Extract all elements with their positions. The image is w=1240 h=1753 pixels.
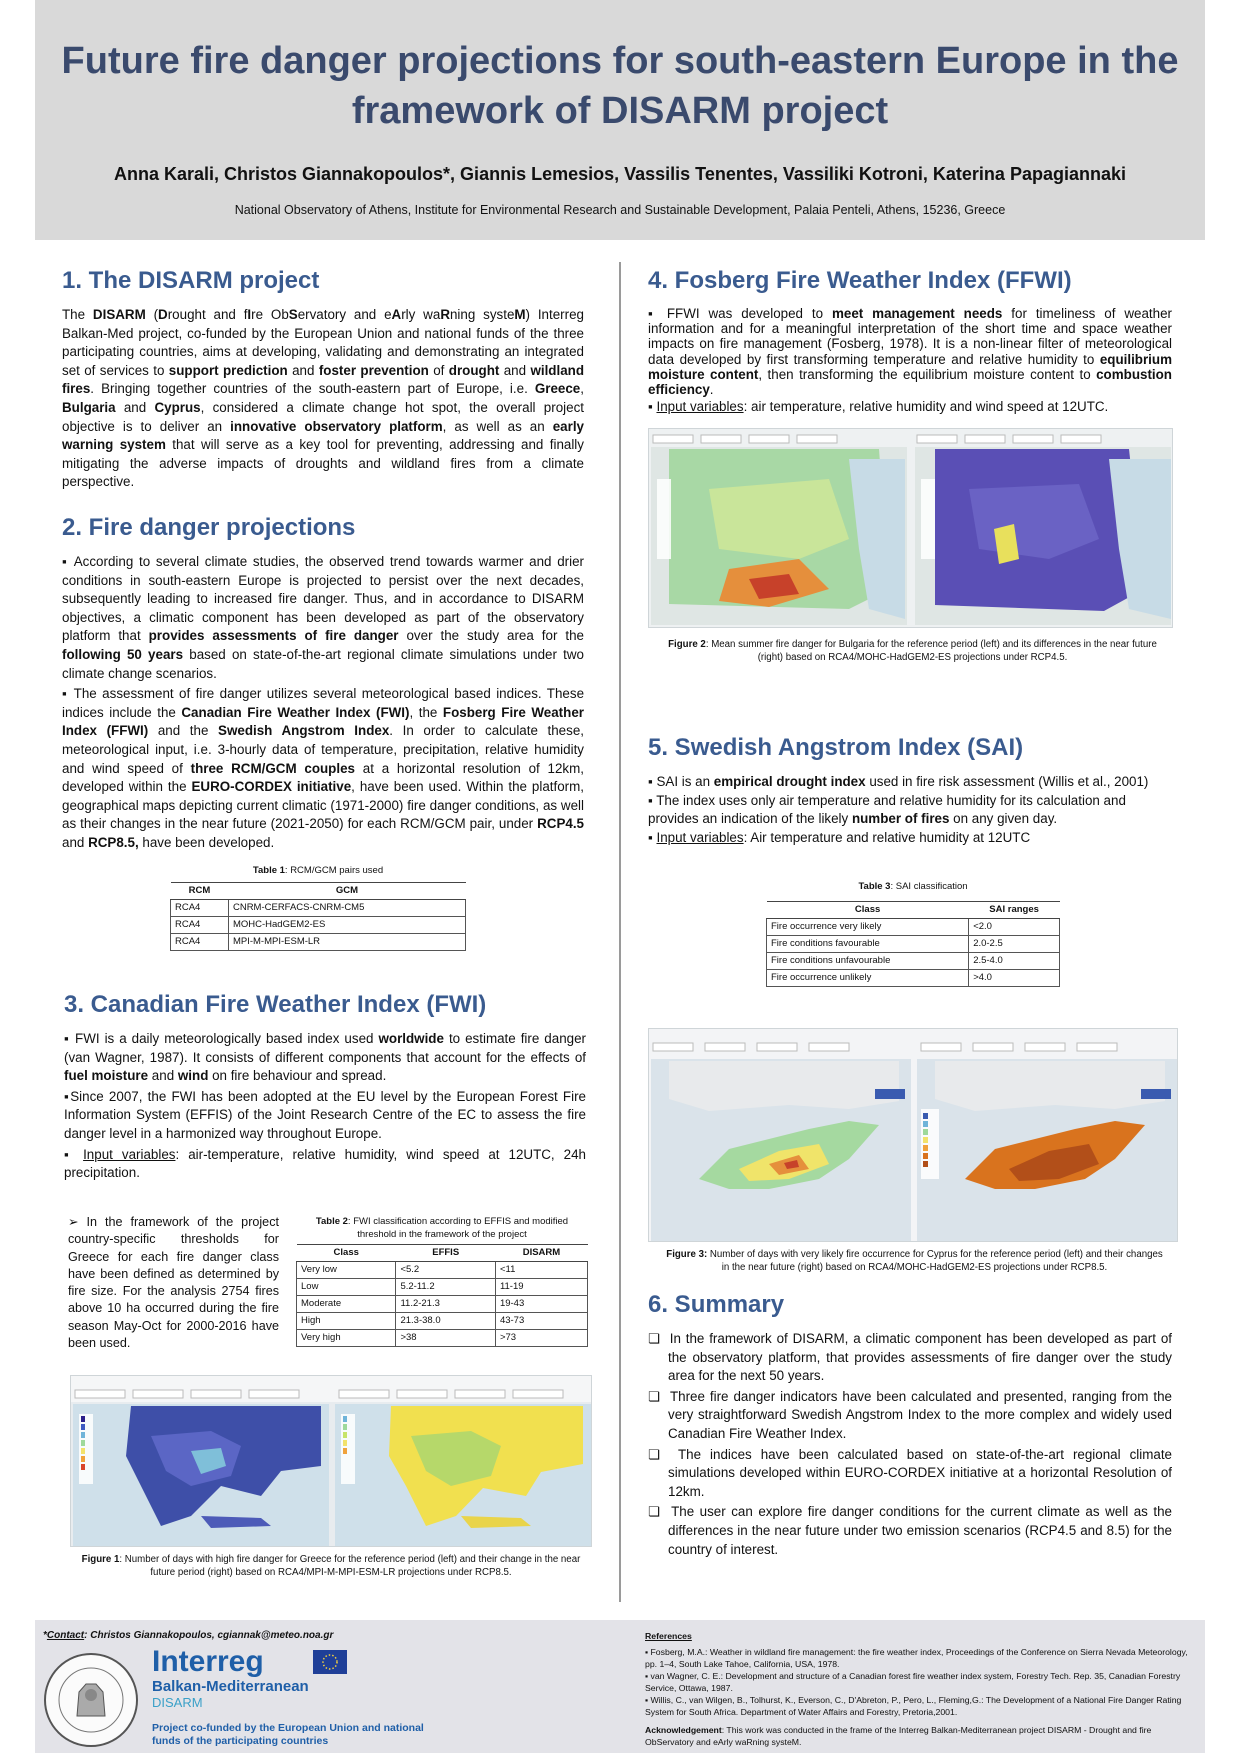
bullet-item: ▪ SAI is an empirical drought index used in fire risk assessment (Willis et al., 2001) [648, 773, 1172, 792]
bullet-item: ▪ FFWI was developed to meet management needs for timeliness of weather information and for a meaningful interpretation of the short time and space weather impacts on fire management (Fosberg, 1978). It is a non-linear filter of meteorological data developed by first transforming temperature and relative humidity to equilibrium moisture content, then transforming the equilibrium moisture content to combustion efficiency. [648, 306, 1172, 397]
bullet-item: ▪ Input variables: Air temperature and relative humidity at 12UTC [648, 829, 1172, 848]
table-caption: Table 2: FWI classification according to EFFIS and modified threshold in the framework of the project [315, 1216, 569, 1240]
table-row: Very low <5.2 <11 [297, 1262, 588, 1279]
section-title: 3. Canadian Fire Weather Index (FWI) [64, 991, 487, 1018]
figure-3-maps [648, 1028, 1178, 1242]
checkbox-icon: ❏ [648, 1331, 670, 1346]
table-row: Fire conditions unfavourable 2.5-4.0 [767, 953, 1060, 970]
summary-item: ❏ In the framework of DISARM, a climatic component has been developed as part of the observatory platform, that provides assessments of fire danger over the study area for the next 50 years. [648, 1331, 1172, 1384]
section-title: 5. Swedish Angstrom Index (SAI) [648, 734, 1024, 761]
section-title: 4. Fosberg Fire Weather Index (FFWI) [648, 267, 1072, 294]
bullet-item: ▪ According to several climate studies, the observed trend towards warmer and drier conditions in south-eastern Europe is projected to persist over the next decades, subsequently leading to increased fire danger. Thus, and in accordance to DISARM objectives, a climatic component has been developed as part of the observatory platform that provides assessments of fire danger over the study area for the following 50 years based on state-of-the-art regional climate simulations under two climate change scenarios. [62, 553, 584, 683]
interreg-logo: Interreg Balkan-Mediterranean DISARM [152, 1645, 309, 1710]
contact-line: *Contact: Christos Giannakopoulos, cgiannak@meteo.noa.gr [43, 1630, 334, 1641]
figure-1-maps [70, 1375, 592, 1547]
summary-item: ❏ The indices have been calculated based on state-of-the-art regional climate simulations developed within EURO-CORDEX initiative at a horizontal Resolution of 12km. [648, 1446, 1172, 1499]
section-6 [648, 1290, 1172, 1559]
figure-1-caption: Figure 1: Number of days with high fire danger for Greece for the reference period (left) and their change in the near future period (right) based on RCA4/MPI-M-MPI-ESM-LR projections under RCP8.5. [81, 1554, 581, 1578]
bullet-item: ▪ Input variables: air-temperature, relative humidity, wind speed at 12UTC, 24h precipitation. [64, 1146, 586, 1183]
checkbox-icon: ❏ [648, 1446, 678, 1462]
table-row: RCA4 CNRM-CERFACS-CNRM-CM5 [171, 900, 466, 917]
table-row: High 21.3-38.0 43-73 [297, 1313, 588, 1330]
eu-flag-icon [313, 1650, 347, 1674]
section-1 [62, 266, 584, 492]
cofunded-note: Project co-funded by the European Union and national funds of the participating countries [152, 1722, 424, 1747]
table-3 [766, 880, 1060, 987]
bullet-item: ▪ The index uses only air temperature and relative humidity for its calculation and provides an indication of the likely number of fires on any given day. [648, 792, 1172, 829]
section-4 [648, 266, 1172, 414]
poster-header [35, 0, 1205, 240]
table-caption: Table 1: RCM/GCM pairs used [252, 865, 384, 876]
acknowledgement: Acknowledgement: This work was conducted in the frame of the Interreg Balkan-Mediterranean project DISARM - Drought and fire ObServatory and eArly waRning systeM. [645, 1725, 1152, 1747]
figure-3-caption: Figure 3: Number of days with very likely fire occurrence for Cyprus for the reference period (left) and their changes in the near future (right) based on RCA4/MOHC-HadGEM2-ES projections under RCP8.5. [666, 1249, 1163, 1273]
table-row: Low 5.2-11.2 11-19 [297, 1279, 588, 1296]
section-3 [64, 990, 586, 1183]
affiliation: National Observatory of Athens, Institute for Environmental Research and Sustainable Development, Palaia Penteli, Athens, 15236, Greece [234, 203, 1006, 217]
figure-2-maps [648, 428, 1173, 628]
section-title: 2. Fire danger projections [62, 514, 356, 541]
checkbox-icon: ❏ [648, 1388, 670, 1404]
summary-item: ❏ Three fire danger indicators have been calculated and presented, ranging from the very straightforward Swedish Angstrom Index to the more complex and widely used Canadian Fire Weather Index. [648, 1388, 1172, 1441]
bullet-item: ▪ The assessment of fire danger utilizes several meteorological based indices. These indices include the Canadian Fire Weather Index (FWI), the Fosberg Fire Weather Index (FFWI) and the Swedish Angstrom Index. In order to calculate these, meteorological input, i.e. 3-hourly data of temperature, precipitation, relative humidity and wind speed of three RCM/GCM couples at a horizontal resolution of 12km, developed within the EURO-CORDEX initiative, have been used. Within the platform, geographical maps depicting current climatic (1971-2000) fire danger conditions, as well as their changes in the near future (2021-2050) for each RCM/GCM pair, under RCP4.5 and RCP8.5, have been developed. [62, 685, 584, 852]
cyprus-map-pair [649, 1029, 1178, 1242]
table-row: Moderate 11.2-21.3 19-43 [297, 1296, 588, 1313]
section-5 [648, 733, 1172, 847]
bullet-item: ▪ Since 2007, the FWI has been adopted at the EU level by the European Forest Fire Information System (EFFIS) of the Joint Research Centre of the EC to assess the fire danger level in a harmonized way throughout Europe. [64, 1088, 586, 1144]
table-row: Fire conditions favourable 2.0-2.5 [767, 936, 1060, 953]
table-row: RCA4 MOHC-HadGEM2-ES [171, 917, 466, 934]
disarm-description: The DISARM (Drought and fIre ObServatory and eArly waRning systeM) Interreg Balkan-Med project, co-funded by the European Union and national funds of the three participating countries, aims at developing, validating and demonstrating an integrated set of services to support prediction and foster prevention of drought and wildland fires. Bringing together countries of the south-eastern part of Europe, i.e. Greece, Bulgaria and Cyprus, considered a climate change hot spot, the overall project objective is to deliver an innovative observatory platform, as well as an early warning system that will serve as a key tool for preventing, addressing and finally mitigating the adverse impacts of droughts and wildland fires from a climate perspective. [62, 307, 585, 490]
checkbox-icon: ❏ [648, 1504, 672, 1520]
poster-footer [35, 1620, 1205, 1753]
table-caption: Table 3: SAI classification [858, 881, 968, 892]
table-row: Very high >38 >73 [297, 1330, 588, 1347]
figure-2-caption: Figure 2: Mean summer fire danger for Bulgaria for the reference period (left) and its differences in the near future (right) based on RCA4/MOHC-HadGEM2-ES projections under RCP4.5. [668, 639, 1157, 663]
bullet-item: ▪ FWI is a daily meteorologically based index used worldwide to estimate fire danger (van Wagner, 1987). It consists of different components that account for the effects of fuel moisture and wind on fire behaviour and spread. [64, 1030, 586, 1086]
author-list: Anna Karali, Christos Giannakopoulos*, Giannis Lemesios, Vassilis Tenentes, Vassiliki Kotroni, Katerina Papagiannaki [114, 164, 1126, 184]
table-row: Fire occurrence very likely <2.0 [767, 919, 1060, 936]
sai-classification-table: Class SAI ranges Fire occurrence very likely <2.0 Fire conditions favourable 2.0-2.5 Fire conditions unfavourable 2.5-4.0 Fire occurrence unlikely >4.0 [766, 901, 1060, 987]
column-divider [619, 262, 621, 1602]
bulgaria-map-pair [649, 429, 1173, 628]
table-row: RCA4 MPI-M-MPI-ESM-LR [171, 934, 466, 951]
reference-item: ▪ Fosberg, M.A.: Weather in wildland fire management: the fire weather index, Proceedings of the Conference on Sierra Nevada Meteorology, pp. 1–4, South Lake Tahoe, California, USA, 1978. [645, 1647, 1188, 1669]
section-2 [62, 513, 584, 853]
observatory-seal-icon [41, 1650, 141, 1750]
section-title: 1. The DISARM project [62, 267, 320, 294]
bullet-item: ▪ Input variables: air temperature, relative humidity and wind speed at 12UTC. [648, 399, 1172, 414]
fwi-classification-table: Class EFFIS DISARM Very low <5.2 <11 Low 5.2-11.2 11-19 Moderate 11.2-21.3 19-43 High 21.3-38.0 43-73 Very high >38 >73 [296, 1244, 588, 1347]
reference-item: ▪ van Wagner, C. E.: Development and structure of a Canadian forest fire weather index system, Forestry Tech. Rep. 35, Canadian Forestry Service, Ottawa, 1987. [645, 1671, 1181, 1693]
rcm-gcm-table: RCM GCM RCA4 CNRM-CERFACS-CNRM-CM5 RCA4 MOHC-HadGEM2-ES RCA4 MPI-M-MPI-ESM-LR [170, 882, 466, 951]
table-2 [296, 1215, 588, 1347]
reference-item: ▪ Willis, C., van Wilgen, B., Tolhurst, K., Everson, C., D'Abreton, P., Pero, L., Fleming,G.: The Development of a National Fire Danger Rating System for South Africa. Department of Water Affairs and Forestry, Pretoria,2001. [645, 1695, 1182, 1717]
poster-title: Future fire danger projections for south-eastern Europe in the framework of DISARM project [61, 40, 1179, 132]
framework-note: ➢ In the framework of the project country-specific thresholds for Greece for each fire danger class have been defined as determined by fire size. For the analysis 2754 fires above 10 ha occurred during the fire season May-Oct for 2000-2016 have been used. [68, 1215, 279, 1351]
references: References ▪ Fosberg, M.A.: Weather in wildland fire management: the fire weather index, Proceedings of the Conference on Sierra Nevada Meteorology, pp. 1–4, South Lake Tahoe, California, USA, 1978. ▪ van Wagner, C. E.: Development and structure of a Canadian forest fire weather index system, Forestry Tech. Rep. 35, Canadian Forestry Service, Ottawa, 1987. ▪ Willis, C., van Wilgen, B., Tolhurst, K., Everson, C., D'Abreton, P., Pero, L., Fleming,G.: The Development of a National Fire Danger Rating System for South Africa. Department of Water Affairs and Forestry, Pretoria,2001. Acknowledgement: This work was conducted in the frame of the Interreg Balkan-Mediterranean project DISARM - Drought and fire ObServatory and eArly waRning systeM. [645, 1630, 1200, 1748]
section-title: 6. Summary [648, 1291, 785, 1318]
greece-map-pair [71, 1376, 592, 1547]
table-1 [170, 864, 466, 951]
summary-item: ❏ The user can explore fire danger conditions for the current climate as well as the differences in the near future under two emission scenarios (RCP4.5 and 8.5) for the country of interest. [648, 1504, 1172, 1557]
table-row: Fire occurrence unlikely >4.0 [767, 970, 1060, 987]
